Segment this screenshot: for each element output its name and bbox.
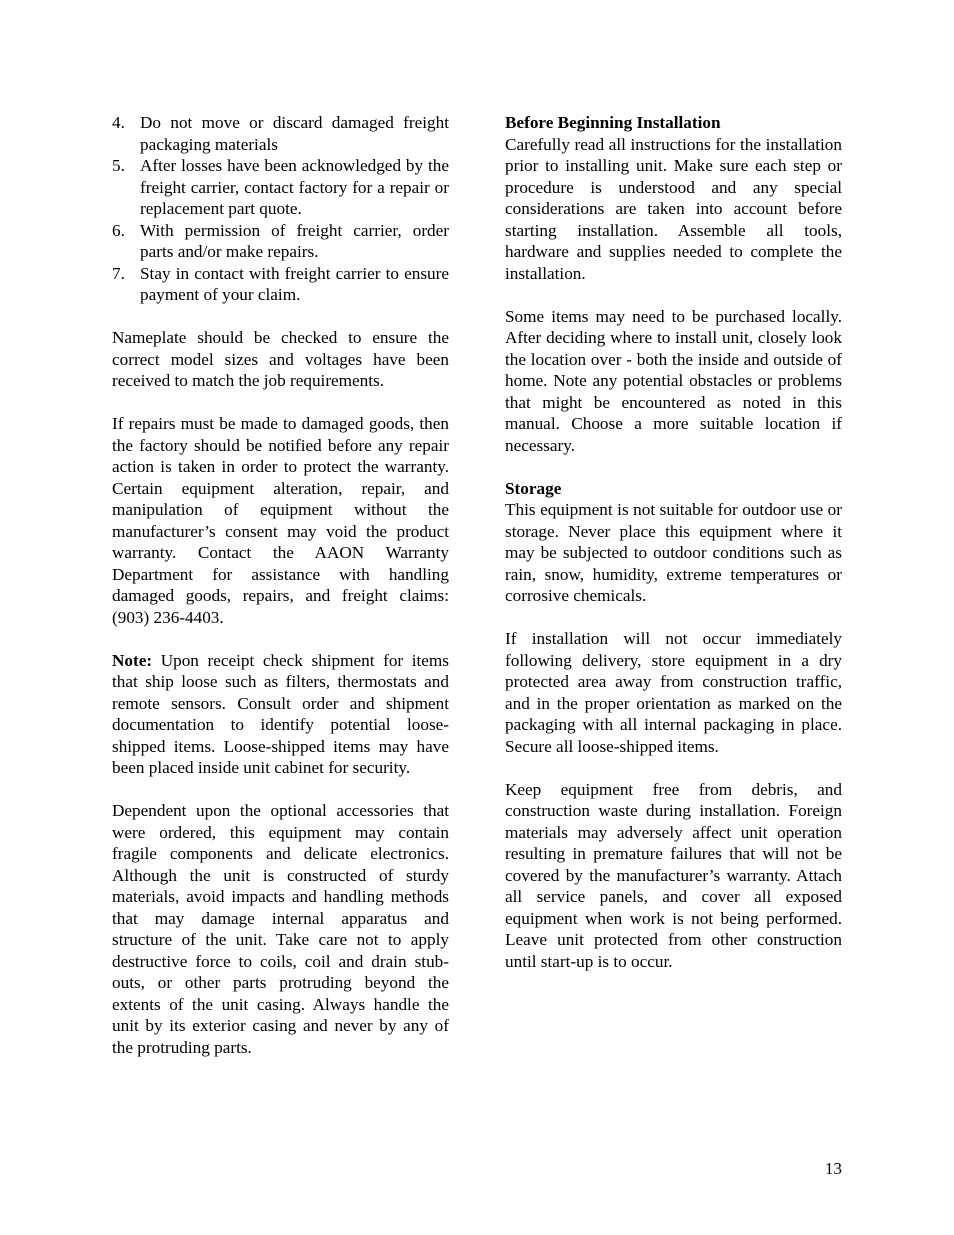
repairs-paragraph: If repairs must be made to damaged goods, then the factory should be notified before any repair action is taken in order to protect the warranty. Certain equipment alteration, repair, and manipulation of equipment without the manufacturer’s consent may void the product warranty. Contact the AAON Warranty Department for assistance with handling damaged goods, repairs, and freight claims: (903) 236-4403. bbox=[112, 414, 449, 627]
keep-equipment-paragraph: Keep equipment free from debris, and construction waste during installation. Foreign materials may adversely affect unit operation resulting in premature failures that will not be covered by the manufacturer’s warranty. Attach all service panels, and cover all exposed equipment when work is not being performed. Leave unit protected from other construction until start-up is to occur. bbox=[505, 779, 842, 971]
dependent-paragraph: Dependent upon the optional accessories that were ordered, this equipment may contain fragile components and delicate electronics. Although the unit is constructed of sturdy materials, avoid impacts and handling methods that may damage internal apparatus and structure of the unit. Take care not to apply destructive force to coils, coil and drain stub-outs, or other parts protruding beyond the extents of the unit casing. Always handle the unit by its exterior casing and never by any of the protruding parts. bbox=[112, 801, 449, 1057]
list-number: 7. bbox=[112, 263, 125, 283]
list-item bbox=[112, 220, 449, 263]
list-item bbox=[112, 112, 449, 155]
nameplate-paragraph: Nameplate should be checked to ensure the correct model sizes and voltages have been received to match the job requirements. bbox=[112, 328, 449, 390]
right-column bbox=[505, 112, 842, 994]
storage-heading: Storage bbox=[505, 478, 562, 498]
note-paragraph bbox=[112, 650, 449, 779]
before-installation-heading: Before Beginning Installation bbox=[505, 113, 721, 132]
page-number: 13 bbox=[824, 1159, 842, 1178]
before-installation-section bbox=[505, 112, 842, 284]
storage-section bbox=[505, 478, 842, 607]
before-installation-text: Carefully read all instructions for the installation prior to installing unit. Make sure each step or procedure is understood and any special considerations are taken into account before starting installation. Assemble all tools, hardware and supplies needed to complete the installation. bbox=[505, 134, 842, 283]
left-column bbox=[112, 112, 449, 1080]
if-installation-paragraph: If installation will not occur immediately following delivery, store equipment in a dry protected area away from construction traffic, and in the proper orientation as marked on the packaging with all internal packaging in place. Secure all loose-shipped items. bbox=[505, 629, 842, 756]
note-text: Upon receipt check shipment for items that ship loose such as filters, thermostats and remote sensors. Consult order and shipment documentation to identify potential loose-shipped items. Loose-shipped items may have been placed inside unit cabinet for security. bbox=[112, 650, 449, 777]
some-items-paragraph: Some items may need to be purchased locally. After deciding where to install unit, closely look the location over - both the inside and outside of home. Note any potential obstacles or problems that might be encountered as noted in this manual. Choose a more suitable location if necessary. bbox=[505, 306, 842, 455]
list-text: With permission of freight carrier, order parts and/or make repairs. bbox=[140, 220, 449, 261]
list-item bbox=[112, 263, 449, 306]
note-label: Note: bbox=[112, 650, 153, 670]
list-text: Do not move or discard damaged freight packaging materials bbox=[140, 113, 449, 154]
list-number: 6. bbox=[112, 220, 125, 240]
list-number: 4. bbox=[112, 113, 125, 132]
list-item bbox=[112, 155, 449, 220]
storage-text: This equipment is not suitable for outdoor use or storage. Never place this equipment where it may be subjected to outdoor conditions such as rain, snow, humidity, extreme temperatures or corrosive chemicals. bbox=[505, 500, 842, 605]
list-text: After losses have been acknowledged by the freight carrier, contact factory for a repair or replacement part quote. bbox=[140, 156, 449, 218]
list-text: Stay in contact with freight carrier to ensure payment of your claim. bbox=[140, 263, 449, 304]
numbered-list bbox=[112, 112, 449, 306]
list-number: 5. bbox=[112, 156, 125, 175]
